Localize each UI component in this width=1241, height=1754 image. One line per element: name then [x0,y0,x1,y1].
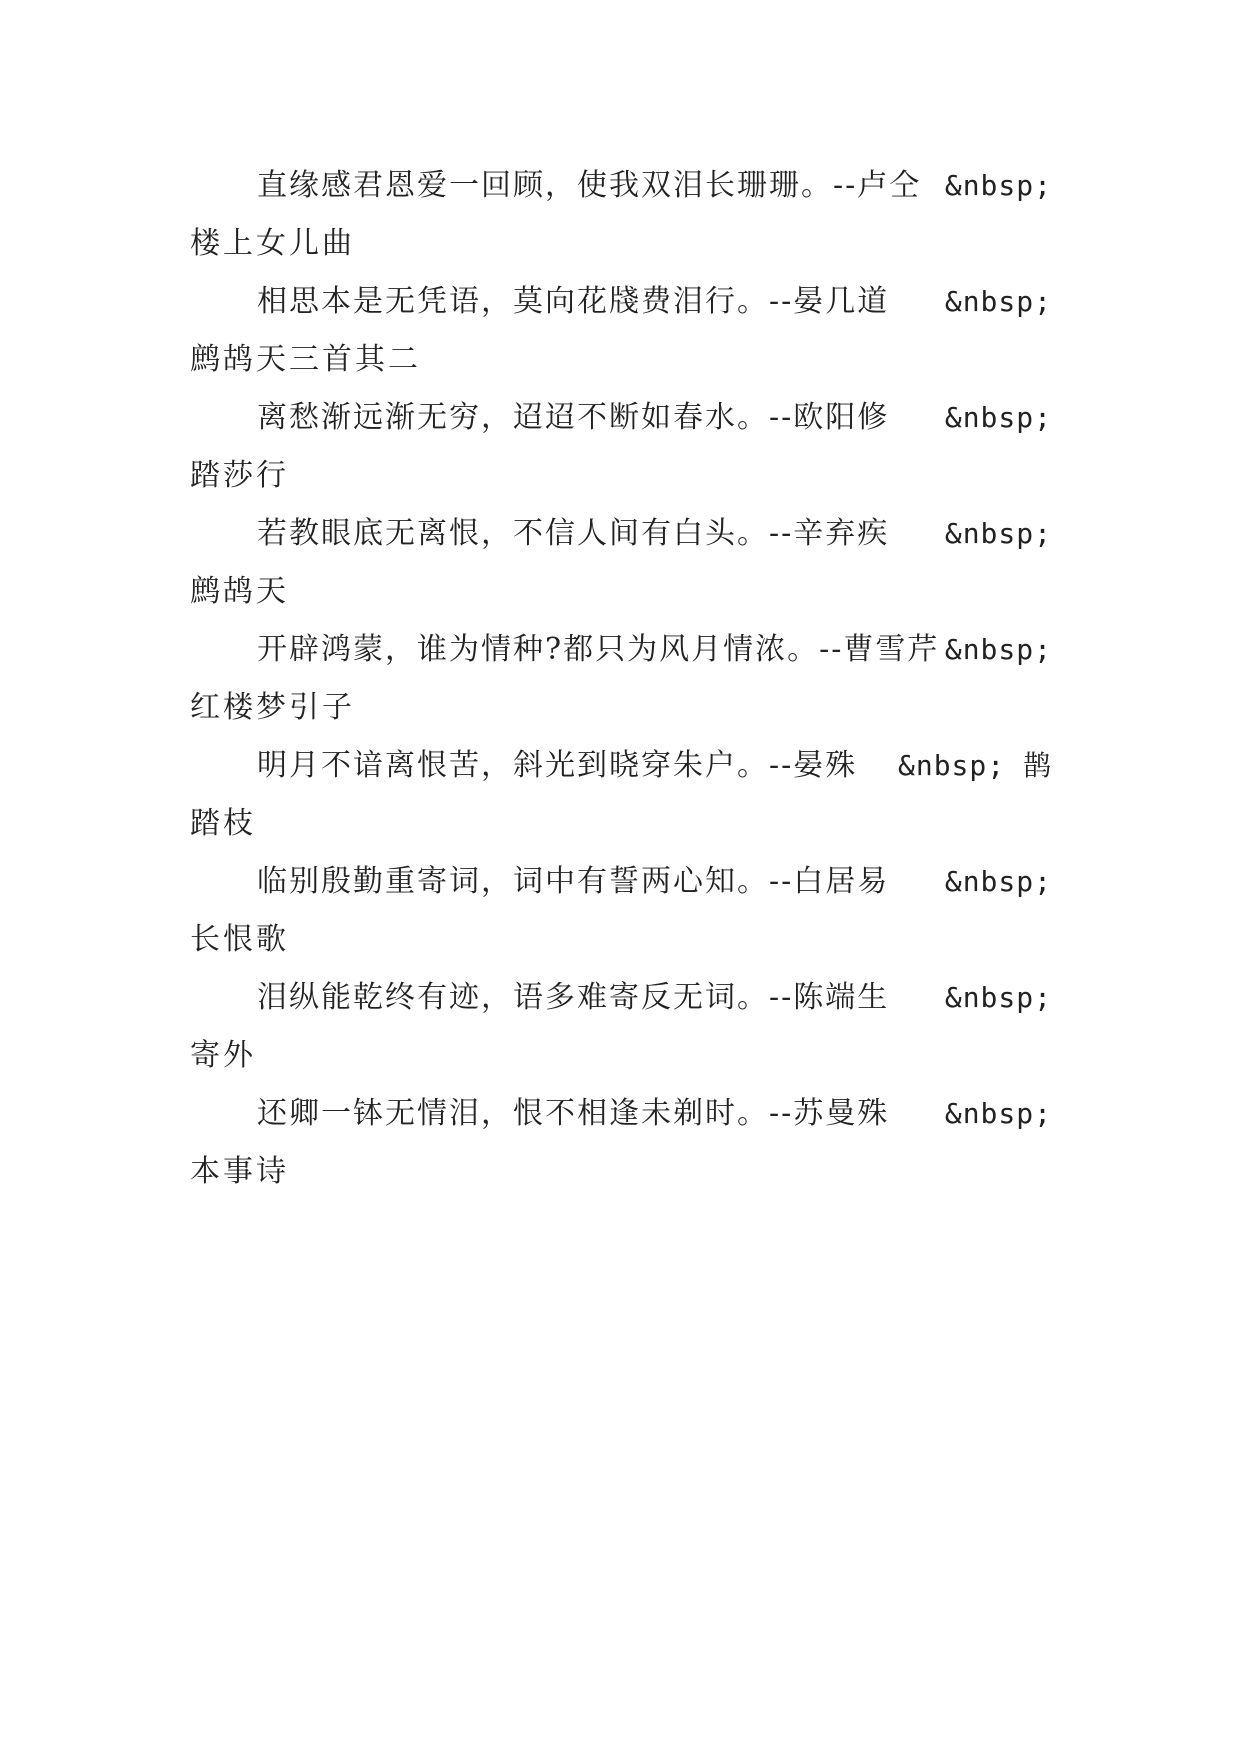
quote-entry [190,853,1052,969]
quote-entry [190,389,1052,505]
quote-tail-text: &nbsp; [944,865,1052,898]
poem-title: 寄外 [190,1038,256,1073]
poem-title: 鹧鸪天 [190,574,289,609]
quote-text: 直缘感君恩爱一回顾，使我双泪长珊珊。--卢仝 [257,168,922,203]
quote-tail-text: &nbsp; 鹊 [897,749,1052,782]
quote-line [190,157,1052,215]
quote-entry [190,969,1052,1085]
quote-line [190,273,1052,331]
poem-title: 踏莎行 [190,458,289,493]
quote-entry [190,157,1052,273]
poem-title: 楼上女儿曲 [190,226,355,261]
quote-line [190,737,1052,795]
quote-entry [190,505,1052,621]
quote-line [190,1085,1052,1143]
quote-text: 若教眼底无离恨，不信人间有白头。--辛弃疾 [257,516,890,551]
quote-text: 离愁渐远渐无穷，迢迢不断如春水。--欧阳修 [257,400,890,435]
quote-text: 相思本是无凭语，莫向花牋费泪行。--晏几道 [257,284,890,319]
quote-tail-text: &nbsp; [944,169,1052,202]
quote-tail-text: &nbsp; [944,1097,1052,1130]
poem-title: 鹧鸪天三首其二 [190,342,421,377]
poem-quote-list [190,157,1052,1201]
quote-text: 还卿一钵无情泪，恨不相逢未剃时。--苏曼殊 [257,1096,890,1131]
quote-entry [190,1085,1052,1201]
quote-tail-text: &nbsp; [944,981,1052,1014]
poem-title: 踏枝 [190,806,256,841]
quote-tail-text: &nbsp; [944,633,1052,666]
quote-tail-text: &nbsp; [944,517,1052,550]
quote-entry [190,273,1052,389]
quote-text: 开辟鸿蒙，谁为情种?都只为风月情浓。--曹雪芹 [257,632,940,667]
quote-text: 泪纵能乾终有迹，语多难寄反无词。--陈端生 [257,980,890,1015]
quote-text: 临别殷勤重寄词，词中有誓两心知。--白居易 [257,864,890,899]
quote-text: 明月不谙离恨苦，斜光到晓穿朱户。--晏殊 [257,748,858,783]
quote-line [190,389,1052,447]
poem-title: 本事诗 [190,1154,289,1189]
quote-line [190,969,1052,1027]
quote-tail-text: &nbsp; [944,285,1052,318]
quote-entry [190,737,1052,853]
quote-line [190,853,1052,911]
poem-title: 长恨歌 [190,922,289,957]
quote-line [190,621,1052,679]
poem-title: 红楼梦引子 [190,690,355,725]
quote-tail-text: &nbsp; [944,401,1052,434]
quote-line [190,505,1052,563]
quote-entry [190,621,1052,737]
